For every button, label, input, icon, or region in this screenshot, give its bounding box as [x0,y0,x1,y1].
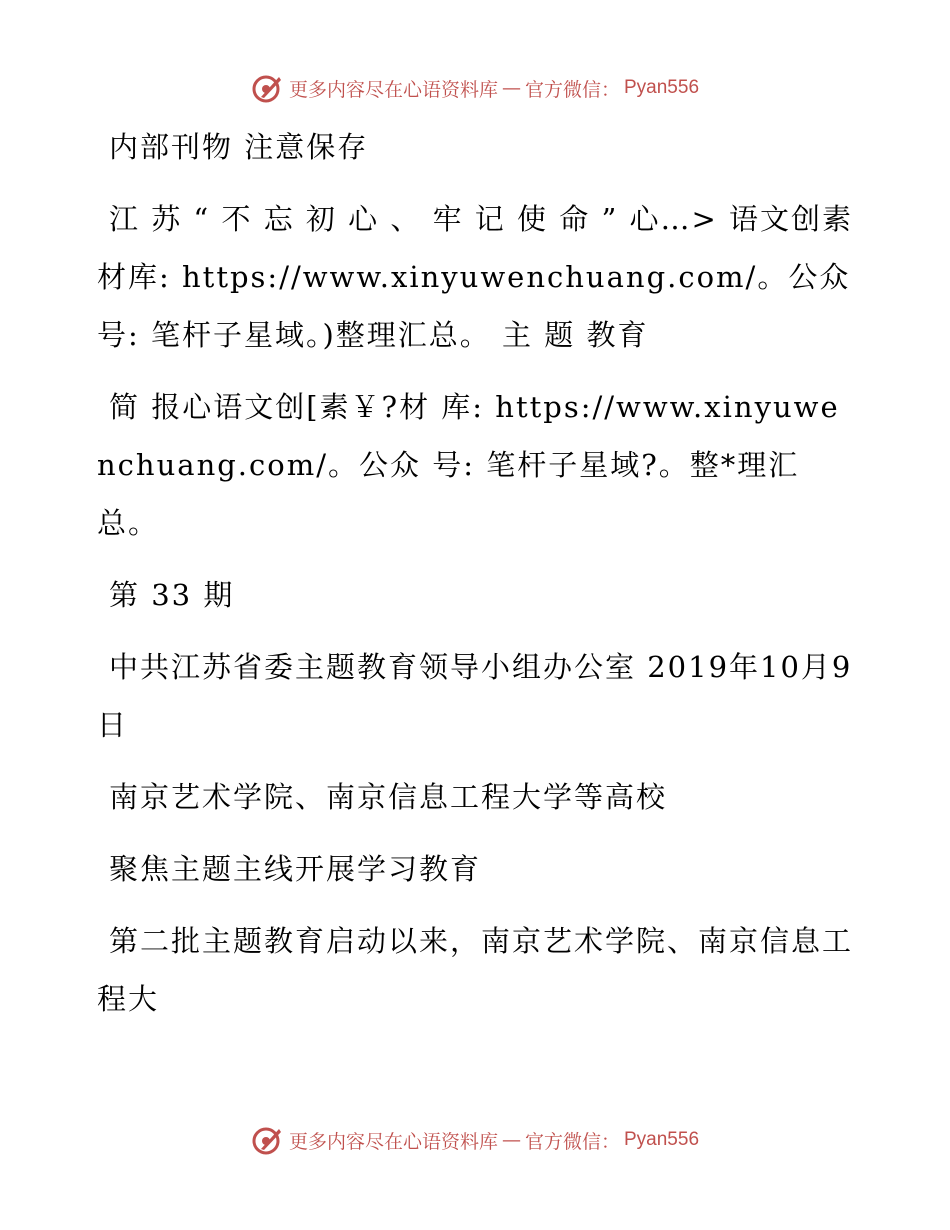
banner-wechat-label: 官方微信： [524,1130,620,1153]
header-watermark-banner [0,68,950,108]
quill-circle-icon [251,1123,285,1157]
banner-dash: — [501,1129,521,1151]
banner-text: 更多内容尽在心语资料库 [288,1130,498,1153]
quill-circle-icon [251,71,285,105]
document-paragraph: 第二批主题教育启动以来，南京艺术学院、南京信息工程大 [97,924,854,1016]
document-paragraph: 南京艺术学院、南京信息工程大学等高校 [109,780,668,814]
document-paragraph: 聚焦主题主线开展学习教育 [109,852,482,886]
document-paragraph: 中共江苏省委主题教育领导小组办公室 2019年10月9日 [97,650,853,742]
document-paragraph: 江 苏 “ 不 忘 初 心 、 牢 记 使 命 ” 心…> 语文创素材库: https://www.xinyuwenchuang.com/。公众号: 笔杆子星域。)整理汇总。 主 题 教育 [97,202,854,352]
footer-watermark-banner [0,1120,950,1160]
document-paragraph: 内部刊物 注意保存 [109,130,369,164]
document-paragraph: 简 报心语文创[素￥?材 库: https://www.xinyuwenchuang.com/。公众 号: 笔杆子星域?。整*理汇总。 [97,390,840,540]
document-paragraph: 第 33 期 [109,578,235,612]
banner-dash: — [501,77,521,99]
banner-wechat-id: Pyan556 [624,1129,700,1150]
banner-wechat-id: Pyan556 [624,77,700,98]
document-body [97,118,857,1042]
banner-wechat-label: 官方微信： [524,78,620,101]
banner-text: 更多内容尽在心语资料库 [288,78,498,101]
